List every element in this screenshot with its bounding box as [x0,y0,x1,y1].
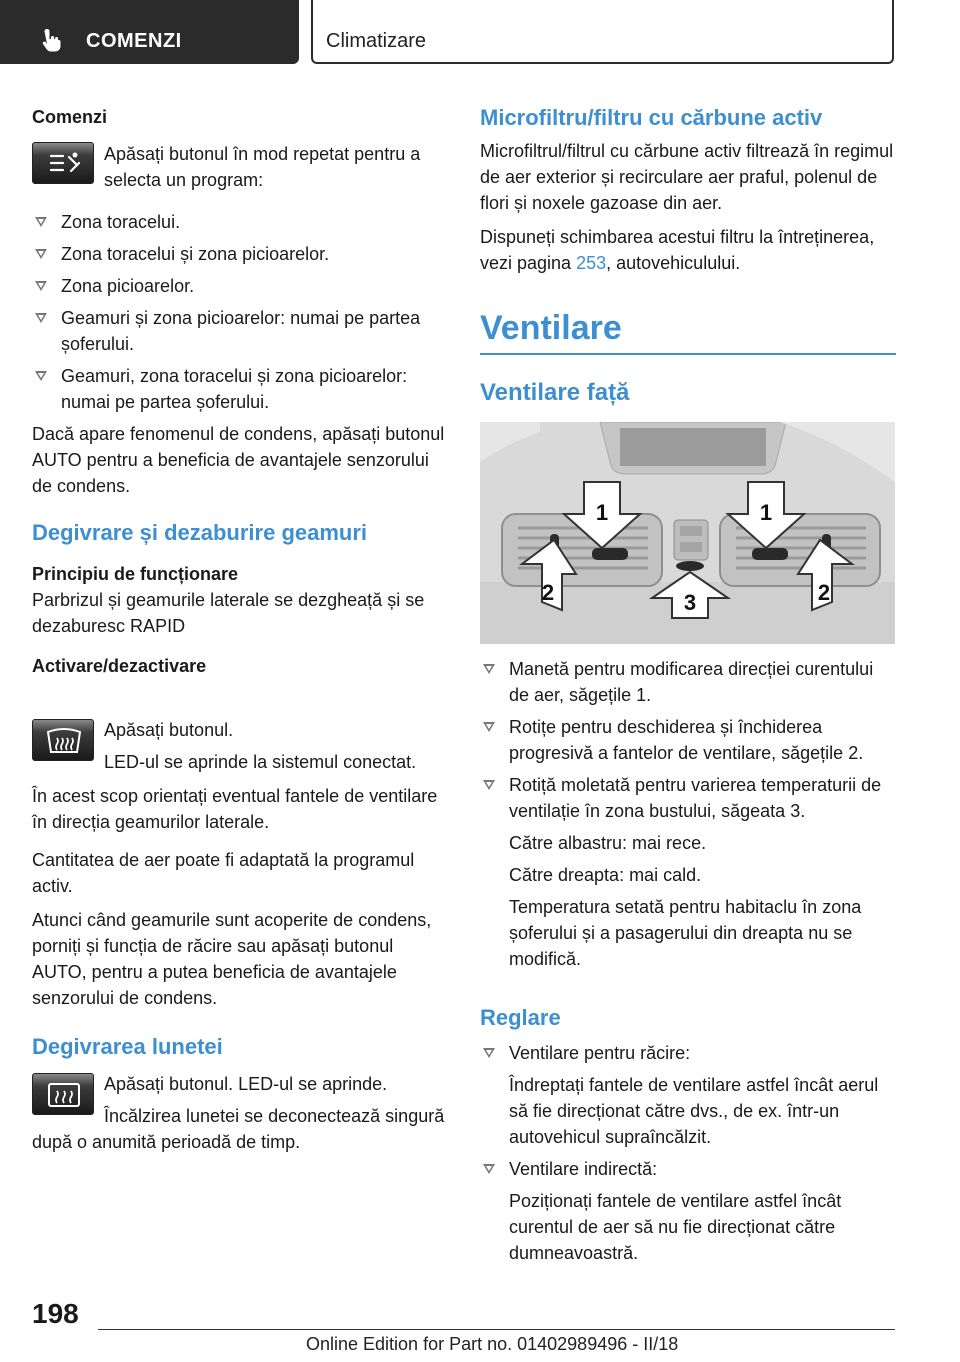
bullet-triangle-icon [35,217,47,227]
list-item: Rotiță moletată pentru varierea temperaturii de ventilație în zona bustului, săgeata 3. Către albastru: mai rece. Către dreapta: mai cald. Temperatura setată pentru habitaclu în zona șoferului și a pasagerului din dreapta nu se modifică. [480,772,896,972]
list-item: Zona toracelui. [32,209,448,235]
list-item: Ventilare indirectă: Poziționați fantele de ventilare astfel încât curentul de aer să nu fie direcționat către dumneavoastră. [480,1156,896,1266]
air-distribution-button-image [32,142,94,184]
luneta-line-2-block [32,1103,448,1155]
condens-functie-text: Atunci când geamurile sunt acoperite de condens, porniți și funcția de răcire sau apăsați butonul AUTO, pentru a putea beneficia de avantajele senzorului de condens. [32,910,432,1008]
figure-label: 2 [541,580,555,605]
figure-label: 3 [683,590,697,615]
list-item: Zona toracelui și zona picioarelor. [32,241,448,267]
chapter-title: Climatizare [326,30,427,52]
left-column [32,104,448,130]
bullet-triangle-icon [35,313,47,323]
orientare-text: În acest scop orientați eventual fantele de ventilare în direcția geamurilor laterale. [32,786,438,832]
degivrare-paragraphs [32,783,448,1011]
luneta-line-1-block [104,1071,448,1097]
footer-rule [98,1329,895,1330]
bullet-triangle-icon [35,281,47,291]
comenzi-intro-block [104,141,448,193]
comenzi-heading: Comenzi [32,107,108,127]
figure-label: 1 [595,500,609,525]
figure-label: 1 [759,500,773,525]
list-item: Geamuri și zona picioarelor: numai pe partea șoferului. [32,305,448,357]
page-link-253[interactable]: 253 [576,253,607,273]
ventilare-fata-heading: Ventilare față [480,379,630,406]
ventilare-rule [480,353,896,355]
degivrare-section [32,519,448,679]
filtru-heading: Microfiltru/filtru cu cărbune activ [480,105,823,130]
bullet-triangle-icon [483,722,495,732]
section-label: COMENZI [86,30,182,52]
filtru-section [480,104,896,276]
reglare-section [480,1004,896,1266]
ventilare-heading: Ventilare [480,309,622,347]
vents-figure [480,422,895,644]
figure-label: 2 [817,580,831,605]
list-item: Ventilare pentru răcire: Îndreptați fantele de ventilare astfel încât aerul să fie direcționat către dvs., de ex. într-un autovehicul supraîncălzit. [480,1040,896,1150]
schimbare-text: Dispuneți schimbarea acestui filtru la întreținerea, vezi pagina [480,227,875,273]
sub-text: Către dreapta: mai cald. [509,865,702,885]
vents-list [480,656,896,972]
activare-line-1: Apăsați butonul. [104,720,234,740]
page-number: 198 [32,1298,79,1329]
sub-text: Temperatura setată pentru habitaclu în zona șoferului și a pasagerului din dreapta nu se modifică. [509,897,862,969]
chapter-header [311,0,894,64]
principiu-heading: Principiu de funcționare [32,564,239,584]
list-item: Geamuri, zona toracelui și zona picioarelor: numai pe partea șoferului. [32,363,448,415]
section-tab[interactable] [0,0,299,64]
bullet-triangle-icon [483,1164,495,1174]
activare-text [104,717,448,775]
reglare-heading: Reglare [480,1005,561,1030]
list-item: Zona picioarelor. [32,273,448,299]
comenzi-intro: Apăsați butonul în mod repetat pentru a selecta un program: [104,144,421,190]
bullet-triangle-icon [483,780,495,790]
list-item: Rotițe pentru deschiderea și închiderea progresivă a fantelor de ventilare, săgețile 2. [480,714,896,766]
sub-text: Îndreptați fantele de ventilare astfel încât aerul să fie direcționat către dvs., de ex. într-un autovehicul supraîncălzit. [509,1075,879,1147]
ventilare-section [480,308,896,407]
list-item: Manetă pentru modificarea direcției curentului de aer, săgețile 1. [480,656,896,708]
schimbare-text-end: , autovehiculului. [606,253,741,273]
luneta-heading: Degivrarea lunetei [32,1034,223,1059]
sub-text: Poziționați fantele de ventilare astfel încât curentul de aer să nu fie direcționat către dumneavoastră. [509,1191,842,1263]
condens-note: Dacă apare fenomenul de condens, apăsați butonul AUTO pentru a beneficia de avantajele senzorului de condens. [32,424,445,496]
pointing-hand-icon [40,27,66,53]
activare-line-2: LED-ul se aprinde la sistemul conectat. [104,752,417,772]
degivrare-heading: Degivrare și dezaburire geamuri [32,520,368,545]
program-list [32,209,448,499]
bullet-triangle-icon [483,664,495,674]
windshield-defrost-icon [33,720,95,762]
principiu-text: Parbrizul și geamurile laterale se dezgheață și se dezaburesc RAPID [32,590,425,636]
cantitate-text: Cantitatea de aer poate fi adaptată la programul activ. [32,850,415,896]
bullet-triangle-icon [35,249,47,259]
luneta-section [32,1033,448,1061]
air-distribution-icon [33,143,95,185]
luneta-line-2: Încălzirea lunetei se deconectează singură după o anumită perioadă de timp. [32,1106,445,1152]
edition-footer: Online Edition for Part no. 01402989496 - II/18 [306,1334,679,1354]
activare-heading: Activare/dezactivare [32,656,207,676]
luneta-line-1: Apăsați butonul. LED-ul se aprinde. [104,1074,388,1094]
sub-text: Către albastru: mai rece. [509,833,707,853]
defrost-button-image [32,719,94,761]
bullet-triangle-icon [35,371,47,381]
filtru-schimbare [480,224,896,276]
bullet-triangle-icon [483,1048,495,1058]
filtru-text: Microfiltrul/filtrul cu cărbune activ filtrează în regimul de aer exterior și recirculare aer praful, polenul de flori și noxele gazoase din aer. [480,141,894,213]
